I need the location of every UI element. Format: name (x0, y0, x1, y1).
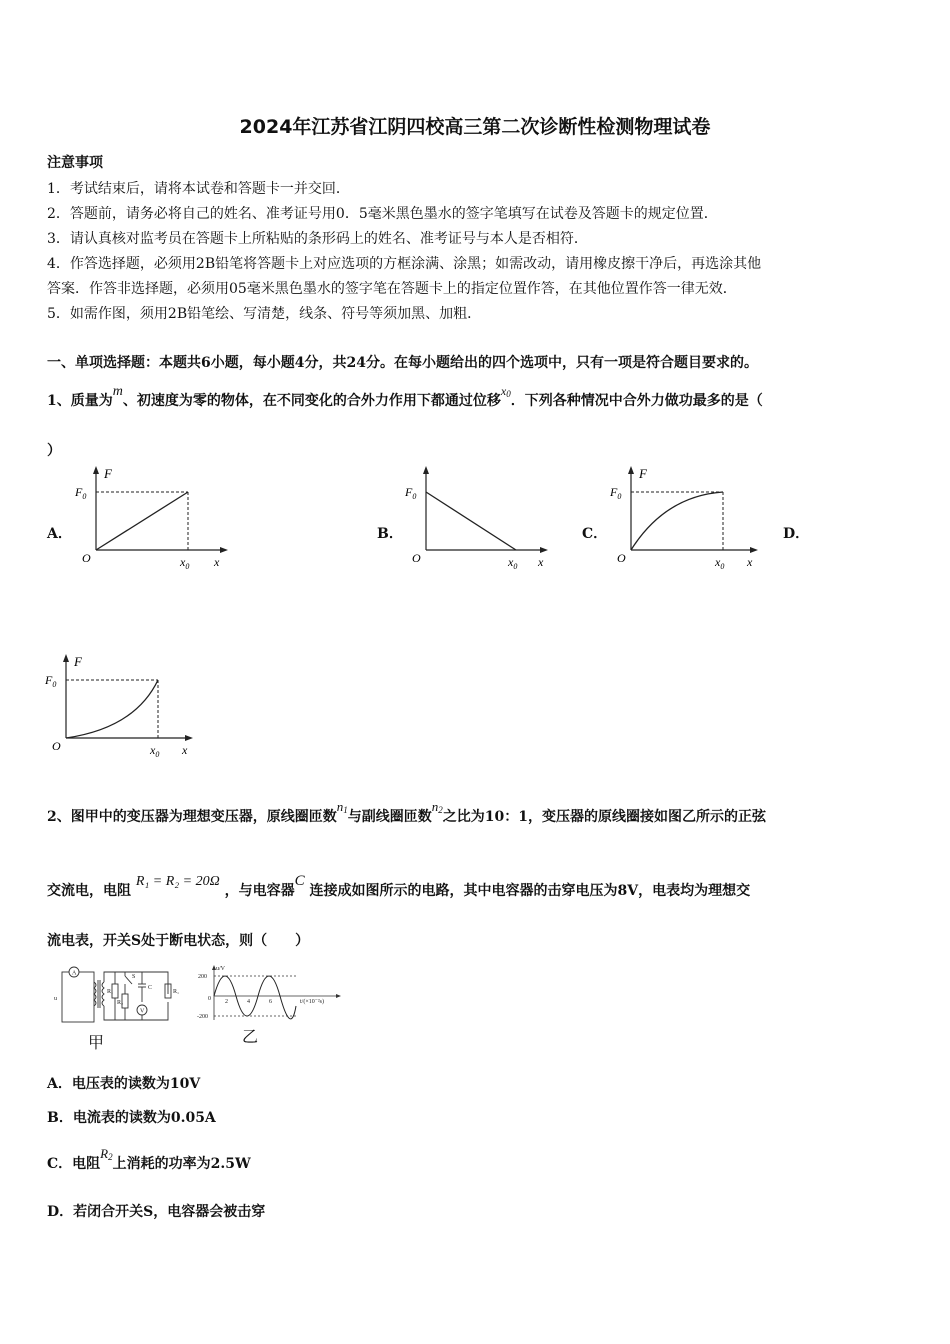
question-2-line1: 2、图甲中的变压器为理想变压器，原线圈匝数$n_1$与副线圈匝数$n_2$之比为10：1，变压器的原线圈接如图乙所示的正弦 (47, 799, 766, 825)
svg-text:u/V: u/V (216, 966, 225, 972)
svg-text:R₁: R₁ (107, 989, 114, 995)
svg-text:4: 4 (247, 999, 250, 1005)
svg-text:O: O (52, 739, 61, 753)
notice-item-2: 2．答题前，请务必将自己的姓名、准考证号用0．5毫米黑色墨水的签字笔填写在试卷及答题卡的规定位置． (47, 206, 718, 222)
q2-option-b: B．电流表的读数为0.05A (47, 1110, 216, 1126)
q1-option-d-label: D． (783, 526, 810, 542)
svg-text:F0: $F_0$ (405, 485, 417, 501)
circuit-diagram-jia (48, 962, 188, 1028)
svg-text:x0: $x_0$ (180, 555, 190, 571)
svg-text:x: x (747, 555, 753, 569)
question-2-line2: 交流电，电阻 R₁ = R₂ = 20Ω ，与电容器C 连接成如图所示的电路，其中电容器的击穿电压为8V，电表均为理想交 (47, 873, 751, 899)
svg-text:O: O (82, 551, 91, 565)
svg-text:200: 200 (198, 974, 207, 980)
q1-option-b-label: B． (377, 526, 403, 542)
svg-text:6: 6 (269, 999, 272, 1005)
q1-graph-a (70, 462, 240, 574)
svg-text:R₂: R₂ (117, 1000, 124, 1006)
svg-text:F0: $F_0$ (610, 485, 622, 501)
svg-text:F: F (639, 466, 647, 481)
svg-text:F: F (74, 654, 82, 669)
svg-text:A: A (72, 970, 77, 977)
svg-text:2: 2 (225, 999, 228, 1005)
notice-heading: 注意事项 (47, 155, 103, 171)
notice-item-3: 3．请认真核对监考员在答题卡上所粘贴的条形码上的姓名、准考证号与本人是否相符． (47, 231, 588, 247)
notice-item-5: 5．如需作图，须用2B铅笔绘、写清楚，线条、符号等须加黑、加粗． (47, 306, 482, 322)
svg-text:F: F (104, 466, 112, 481)
question-1-close: ） (47, 443, 61, 459)
notice-item-1: 1．考试结束后，请将本试卷和答题卡一并交回． (47, 181, 350, 197)
notice-item-4: 4．作答选择题，必须用2B铅笔将答题卡上对应选项的方框涂满、涂黑；如需改动，请用橡皮擦干净后，再选涂其他 (47, 256, 762, 272)
svg-text:R₁: R₁ (173, 989, 180, 995)
svg-text:O: O (617, 551, 626, 565)
svg-text:V: V (140, 1008, 145, 1015)
svg-text:x: x (538, 555, 544, 569)
q2-option-a: A．电压表的读数为10V (47, 1076, 201, 1092)
question-1-stem: 1、质量为m、初速度为零的物体，在不同变化的合外力作用下都通过位移$x_0$．下列各种情况中合外力做功最多的是（ (47, 384, 763, 409)
q1-graph-d (40, 650, 210, 762)
svg-text:0: 0 (208, 996, 211, 1002)
q1-option-c-label: C． (582, 526, 608, 542)
svg-text:x0: $x_0$ (508, 555, 518, 571)
notice-item-4-cont: 答案．作答非选择题，必须用05毫米黑色墨水的签字笔在答题卡上的指定位置作答，在其他位置作答一律无效． (47, 281, 737, 297)
figure-label-jia: 甲 (88, 1033, 105, 1052)
svg-text:F0: $F_0$ (75, 485, 87, 501)
svg-text:x0: $x_0$ (150, 743, 160, 759)
section-heading: 一、单项选择题：本题共6小题，每小题4分，共24分。在每小题给出的四个选项中，只有一项是符合题目要求的。 (47, 355, 758, 371)
waveform-graph-yi (196, 962, 346, 1024)
svg-text:-200: -200 (197, 1014, 208, 1020)
svg-text:F0: $F_0$ (45, 673, 57, 689)
q2-option-c: C．电阻$R_2$上消耗的功率为2.5W (47, 1146, 251, 1172)
svg-text:O: O (412, 551, 421, 565)
q1-graph-b (400, 462, 560, 574)
q1-graph-c (605, 462, 770, 574)
svg-text:x0: $x_0$ (715, 555, 725, 571)
q2-option-d: D．若闭合开关S，电容器会被击穿 (47, 1204, 266, 1220)
figure-label-yi: 乙 (242, 1027, 259, 1046)
page-title: 2024年江苏省江阴四校高三第二次诊断性检测物理试卷 (239, 116, 711, 138)
svg-text:u: u (54, 996, 57, 1002)
svg-text:S: S (132, 974, 136, 980)
q1-option-a-label: A． (47, 526, 72, 542)
svg-text:t/(×10⁻²s): t/(×10⁻²s) (300, 999, 325, 1005)
svg-text:x: x (182, 743, 188, 757)
svg-text:x: x (214, 555, 220, 569)
question-2-line3: 流电表，开关S处于断电状态，则（ ） (47, 933, 310, 949)
svg-text:C: C (148, 985, 153, 991)
